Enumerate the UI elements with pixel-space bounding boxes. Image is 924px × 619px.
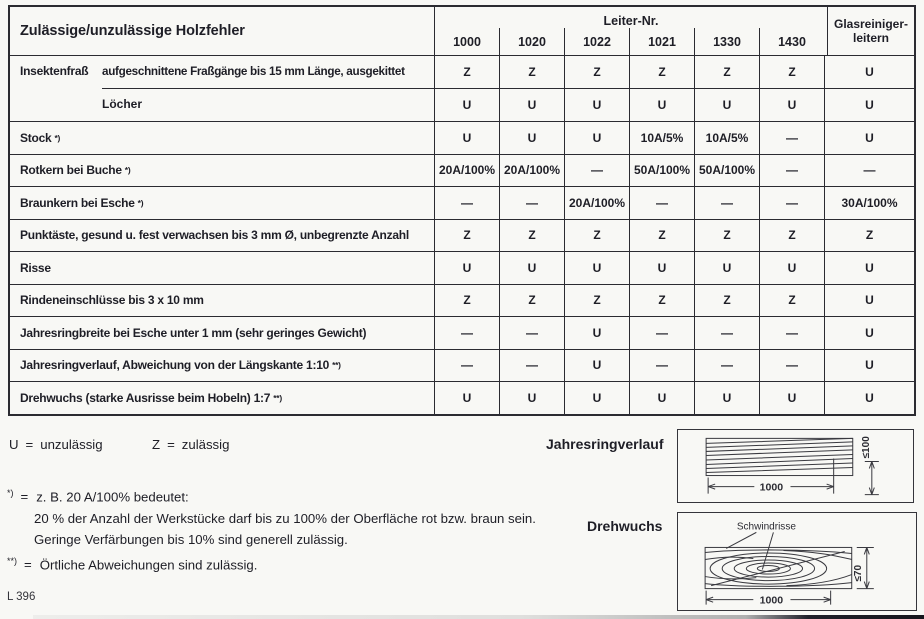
value-cell: Z xyxy=(434,56,499,88)
value-cell: — xyxy=(499,187,564,219)
row-label-text: Rindeneinschlüsse bis 3 x 10 mm xyxy=(20,293,204,308)
value-cell: — xyxy=(759,155,824,187)
value-cell: U xyxy=(499,89,564,121)
row-label xyxy=(10,350,434,382)
row-label xyxy=(10,155,434,187)
row-label-text: Drehwuchs (starke Ausrisse beim Hobeln) 1:7 xyxy=(20,390,271,405)
table-row xyxy=(10,186,914,219)
footnote-1-marker: *) xyxy=(7,488,14,498)
footnote-1 xyxy=(7,483,536,551)
value-cell: U xyxy=(759,382,824,414)
value-cell: U xyxy=(434,122,499,154)
row-label-text: Jahresringbreite bei Esche unter 1 mm (sehr geringes Gewicht) xyxy=(20,325,367,340)
drehwuchs-label: Drehwuchs xyxy=(587,518,663,534)
value-cell: — xyxy=(629,317,694,349)
value-cell: U xyxy=(824,56,914,88)
value-cell: — xyxy=(759,317,824,349)
glasreiniger-header-line1: Glasreiniger- xyxy=(833,16,909,31)
equals-sign: = xyxy=(167,437,175,452)
leiter-nr-group xyxy=(434,7,827,55)
value-cell: Z xyxy=(759,220,824,252)
legend-u-meaning: unzulässig xyxy=(40,437,103,452)
drehwuchs-diagram xyxy=(677,512,917,611)
width-dimension-value: 1000 xyxy=(759,594,784,607)
table-row xyxy=(10,154,914,187)
table-row xyxy=(10,121,914,154)
column-header-1330: 1330 xyxy=(694,28,759,55)
value-cell: 50A/100% xyxy=(694,155,759,187)
wood-defects-table xyxy=(8,5,916,416)
row-label xyxy=(10,382,434,414)
table-header-row xyxy=(10,7,914,55)
footnote-2-text: Örtliche Abweichungen sind zulässig. xyxy=(39,557,258,573)
row-label-text: Risse xyxy=(20,260,51,275)
value-cell: U xyxy=(824,122,914,154)
value-cell: — xyxy=(759,187,824,219)
value-cell: U xyxy=(694,252,759,284)
value-cell: — xyxy=(694,187,759,219)
value-cell: U xyxy=(564,122,629,154)
grain-lines xyxy=(706,438,853,472)
value-cell: — xyxy=(499,350,564,382)
footnote-1-line1 xyxy=(7,483,536,508)
value-cell: Z xyxy=(499,220,564,252)
document-code: L 396 xyxy=(7,591,36,603)
loecher-value-row xyxy=(434,88,914,121)
value-cell: — xyxy=(694,317,759,349)
value-cell: U xyxy=(824,252,914,284)
value-cell: — xyxy=(434,187,499,219)
drehwuchs-drawing xyxy=(678,513,916,610)
value-cell: Z xyxy=(564,56,629,88)
footnote-1-text3: Geringe Verfärbungen bis 10% sind generell zulässig. xyxy=(34,532,348,548)
value-cell: 20A/100% xyxy=(499,155,564,187)
value-cell: — xyxy=(499,317,564,349)
value-cell: Z xyxy=(759,285,824,317)
row-label-text: Punktäste, gesund u. fest verwachsen bis 3 mm Ø, unbegrenzte Anzahl xyxy=(20,228,409,243)
value-cell: 20A/100% xyxy=(434,155,499,187)
value-cell: Z xyxy=(499,285,564,317)
table-row xyxy=(10,219,914,252)
table-row xyxy=(10,316,914,349)
schwindrisse-annotation: Schwindrisse xyxy=(736,521,796,533)
value-cell: Z xyxy=(629,285,694,317)
row-sublabel-loecher: Löcher xyxy=(102,97,143,112)
value-cell: U xyxy=(759,89,824,121)
value-cell: 10A/5% xyxy=(629,122,694,154)
table-row xyxy=(10,251,914,284)
value-cell: Z xyxy=(759,56,824,88)
value-cell: Z xyxy=(434,220,499,252)
value-cell: — xyxy=(564,155,629,187)
footnote-marker: *) xyxy=(137,197,144,208)
table-body xyxy=(10,121,914,414)
footnote-2-marker: **) xyxy=(7,556,18,566)
value-cell: Z xyxy=(694,220,759,252)
width-dimension-value: 1000 xyxy=(759,481,784,494)
row-label xyxy=(10,252,434,284)
row-label xyxy=(10,122,434,154)
value-cell: U xyxy=(434,252,499,284)
footnote-marker: **) xyxy=(273,392,282,403)
legend xyxy=(9,437,230,452)
legend-z-meaning: zulässig xyxy=(181,437,230,452)
value-cell: U xyxy=(759,252,824,284)
value-cell: U xyxy=(629,252,694,284)
value-cell: Z xyxy=(564,220,629,252)
value-cell: U xyxy=(564,382,629,414)
glasreiniger-header-line2: leitern xyxy=(852,31,889,45)
value-cell: U xyxy=(564,252,629,284)
row-label xyxy=(10,220,434,252)
value-cell: Z xyxy=(629,220,694,252)
value-cell: U xyxy=(694,89,759,121)
row-label-text: Rotkern bei Buche xyxy=(20,163,122,178)
column-header-1020: 1020 xyxy=(499,28,564,55)
jahresringverlauf-diagram xyxy=(677,429,914,503)
value-cell: U xyxy=(499,382,564,414)
value-cell: U xyxy=(629,89,694,121)
value-cell: Z xyxy=(694,56,759,88)
legend-u xyxy=(9,437,103,452)
frassgaenge-value-row xyxy=(434,56,914,88)
footnote-marker: **) xyxy=(332,360,341,371)
value-cell: U xyxy=(499,252,564,284)
value-cell: U xyxy=(824,285,914,317)
footnote-1-text1: z. B. 20 A/100% bedeutet: xyxy=(36,489,189,505)
value-cell: U xyxy=(564,350,629,382)
row-label-insektenfrass: Insektenfraß xyxy=(20,64,89,78)
value-cell: U xyxy=(629,382,694,414)
value-cell: 30A/100% xyxy=(824,187,914,219)
value-cell: — xyxy=(629,350,694,382)
row-label xyxy=(10,285,434,317)
height-dimension-value: ≤100 xyxy=(860,436,872,459)
footnote-marker: *) xyxy=(54,132,61,143)
column-header-1021: 1021 xyxy=(629,28,694,55)
value-cell: — xyxy=(434,317,499,349)
column-header-1430: 1430 xyxy=(759,28,824,55)
partial-divider-line xyxy=(102,88,434,90)
footnote-2 xyxy=(7,556,257,572)
footnote-1-text2: 20 % der Anzahl der Werkstücke darf bis zu 100% der Oberfläche rot bzw. braun sein. xyxy=(34,510,536,526)
value-cell: U xyxy=(564,89,629,121)
value-cell: U xyxy=(824,382,914,414)
height-dimension-line xyxy=(865,461,879,494)
table-row xyxy=(10,284,914,317)
insektenfrass-row-group xyxy=(10,55,914,121)
value-cell: 20A/100% xyxy=(564,187,629,219)
value-cell: Z xyxy=(694,285,759,317)
row-label xyxy=(10,317,434,349)
value-cell: — xyxy=(694,350,759,382)
equals-sign: = xyxy=(25,437,34,452)
value-cell: Z xyxy=(499,56,564,88)
scan-edge-artifact xyxy=(33,615,924,619)
value-cell: U xyxy=(499,122,564,154)
table-row xyxy=(10,349,914,382)
equals-sign: = xyxy=(20,489,29,505)
insektenfrass-values xyxy=(434,56,914,121)
value-cell: 50A/100% xyxy=(629,155,694,187)
value-cell: U xyxy=(824,89,914,121)
leiter-nr-header: Leiter-Nr. xyxy=(603,14,659,28)
row-label-text: Braunkern bei Esche xyxy=(20,195,135,210)
value-cell: Z xyxy=(824,220,914,252)
value-cell: U xyxy=(824,350,914,382)
row-label-text: Stock xyxy=(20,130,52,145)
equals-sign: = xyxy=(24,557,32,573)
legend-z-symbol: Z xyxy=(152,437,161,452)
height-dimension-value: ≤70 xyxy=(852,564,864,582)
value-cell: U xyxy=(694,382,759,414)
value-cell: 10A/5% xyxy=(694,122,759,154)
column-header-1000: 1000 xyxy=(453,34,481,49)
value-cell: U xyxy=(564,317,629,349)
value-cell: — xyxy=(759,350,824,382)
value-cell: Z xyxy=(629,56,694,88)
footnote-marker: *) xyxy=(124,165,131,176)
row-sublabel-frassgaenge: aufgeschnittene Fraßgänge bis 15 mm Länge, ausgekittet xyxy=(102,65,405,78)
value-cell: — xyxy=(759,122,824,154)
value-cell: U xyxy=(434,382,499,414)
table-row xyxy=(10,381,914,414)
value-cell: — xyxy=(629,187,694,219)
legend-z xyxy=(152,437,229,452)
row-label-text: Jahresringverlauf, Abweichung von der Längskante 1:10 xyxy=(20,358,330,373)
legend-u-symbol: U xyxy=(9,437,19,452)
value-cell: Z xyxy=(564,285,629,317)
ladder-number-row xyxy=(435,28,827,55)
value-cell: — xyxy=(434,350,499,382)
glasreiniger-column-header xyxy=(827,7,914,55)
value-cell: — xyxy=(824,155,914,187)
insektenfrass-label-cell xyxy=(10,56,434,121)
jahresringverlauf-drawing xyxy=(678,430,913,502)
row-label xyxy=(10,187,434,219)
jahresringverlauf-label: Jahresringverlauf xyxy=(546,436,664,452)
value-cell: U xyxy=(434,89,499,121)
table-title: Zulässige/unzulässige Holzfehler xyxy=(20,23,245,39)
column-header-1022: 1022 xyxy=(564,28,629,55)
value-cell: Z xyxy=(434,285,499,317)
value-cell: U xyxy=(824,317,914,349)
